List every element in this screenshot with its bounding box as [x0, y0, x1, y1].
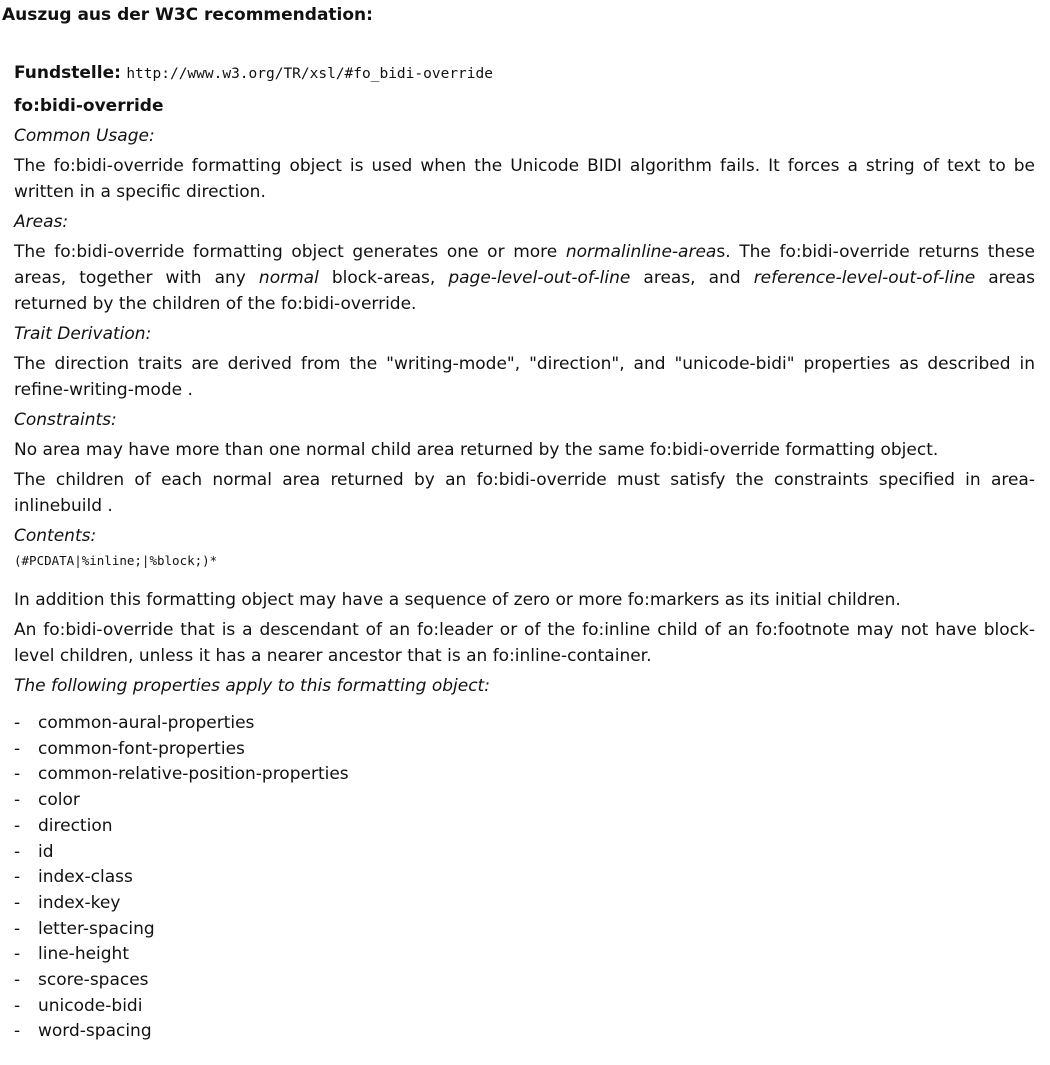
list-item: - index-key: [14, 892, 121, 913]
source-url: http://www.w3.org/TR/xsl/#fo_bidi-override: [126, 66, 493, 82]
constraints-label: Constraints:: [14, 410, 117, 430]
contents-text-1: In addition this formatting object may have a sequence of zero or more fo:markers as its initial children.: [14, 590, 901, 610]
list-item: - common-font-properties: [14, 738, 245, 759]
list-item: - direction: [14, 815, 113, 836]
common-usage-text: The fo:bidi-override formatting object is used when the Unicode BIDI algorithm fails. It forces a string of text to be written in a specific direction.: [14, 156, 1035, 202]
contents-label: Contents:: [14, 526, 97, 546]
trait-derivation-label: Trait Derivation:: [14, 324, 152, 344]
trait-derivation-text: The direction traits are derived from the "writing-mode", "direction", and "unicode-bidi" properties as described in refine-writing-mode .: [14, 354, 1035, 400]
list-item: - common-relative-position-properties: [14, 764, 349, 785]
page-heading: Auszug aus der W3C recommendation:: [2, 5, 373, 25]
list-item: - id: [14, 841, 54, 862]
source-line: [14, 60, 1035, 87]
list-item: - index-class: [14, 867, 133, 888]
list-item: - word-spacing: [14, 1021, 152, 1042]
contents-code: (#PCDATA|%inline;|%block;)*: [14, 553, 218, 568]
areas-text: The fo:bidi-override formatting object generates one or more normalinline-areas. The fo:bidi-override returns these areas, together with any normal block-areas, page-level-out-of-line areas, and reference-level-out-of-line areas returned by the children of the fo:bidi-override.: [14, 242, 1036, 314]
list-item: - score-spaces: [14, 970, 149, 991]
document-body: [14, 60, 1035, 1045]
source-label: Fundstelle:: [14, 63, 121, 83]
areas-label: Areas:: [14, 212, 69, 232]
constraints-text-2: The children of each normal area returned by an fo:bidi-override must satisfy the constraints specified in area-inlinebuild .: [14, 470, 1035, 516]
constraints-text-1: No area may have more than one normal child area returned by the same fo:bidi-override formatting object.: [14, 440, 939, 460]
list-item: - unicode-bidi: [14, 995, 143, 1016]
list-item: - common-aural-properties: [14, 713, 255, 733]
list-item: - line-height: [14, 944, 130, 965]
properties-label: The following properties apply to this formatting object:: [14, 676, 490, 696]
element-title: fo:bidi-override: [14, 96, 164, 116]
common-usage-label: Common Usage:: [14, 126, 155, 146]
contents-text-2: An fo:bidi-override that is a descendant of an fo:leader or of the fo:inline child of an fo:footnote may not have block-level children, unless it has a nearer ancestor that is an fo:inline-container.: [14, 620, 1035, 666]
list-item: - letter-spacing: [14, 918, 155, 939]
list-item: - color: [14, 790, 80, 811]
property-list: [14, 711, 1035, 1045]
